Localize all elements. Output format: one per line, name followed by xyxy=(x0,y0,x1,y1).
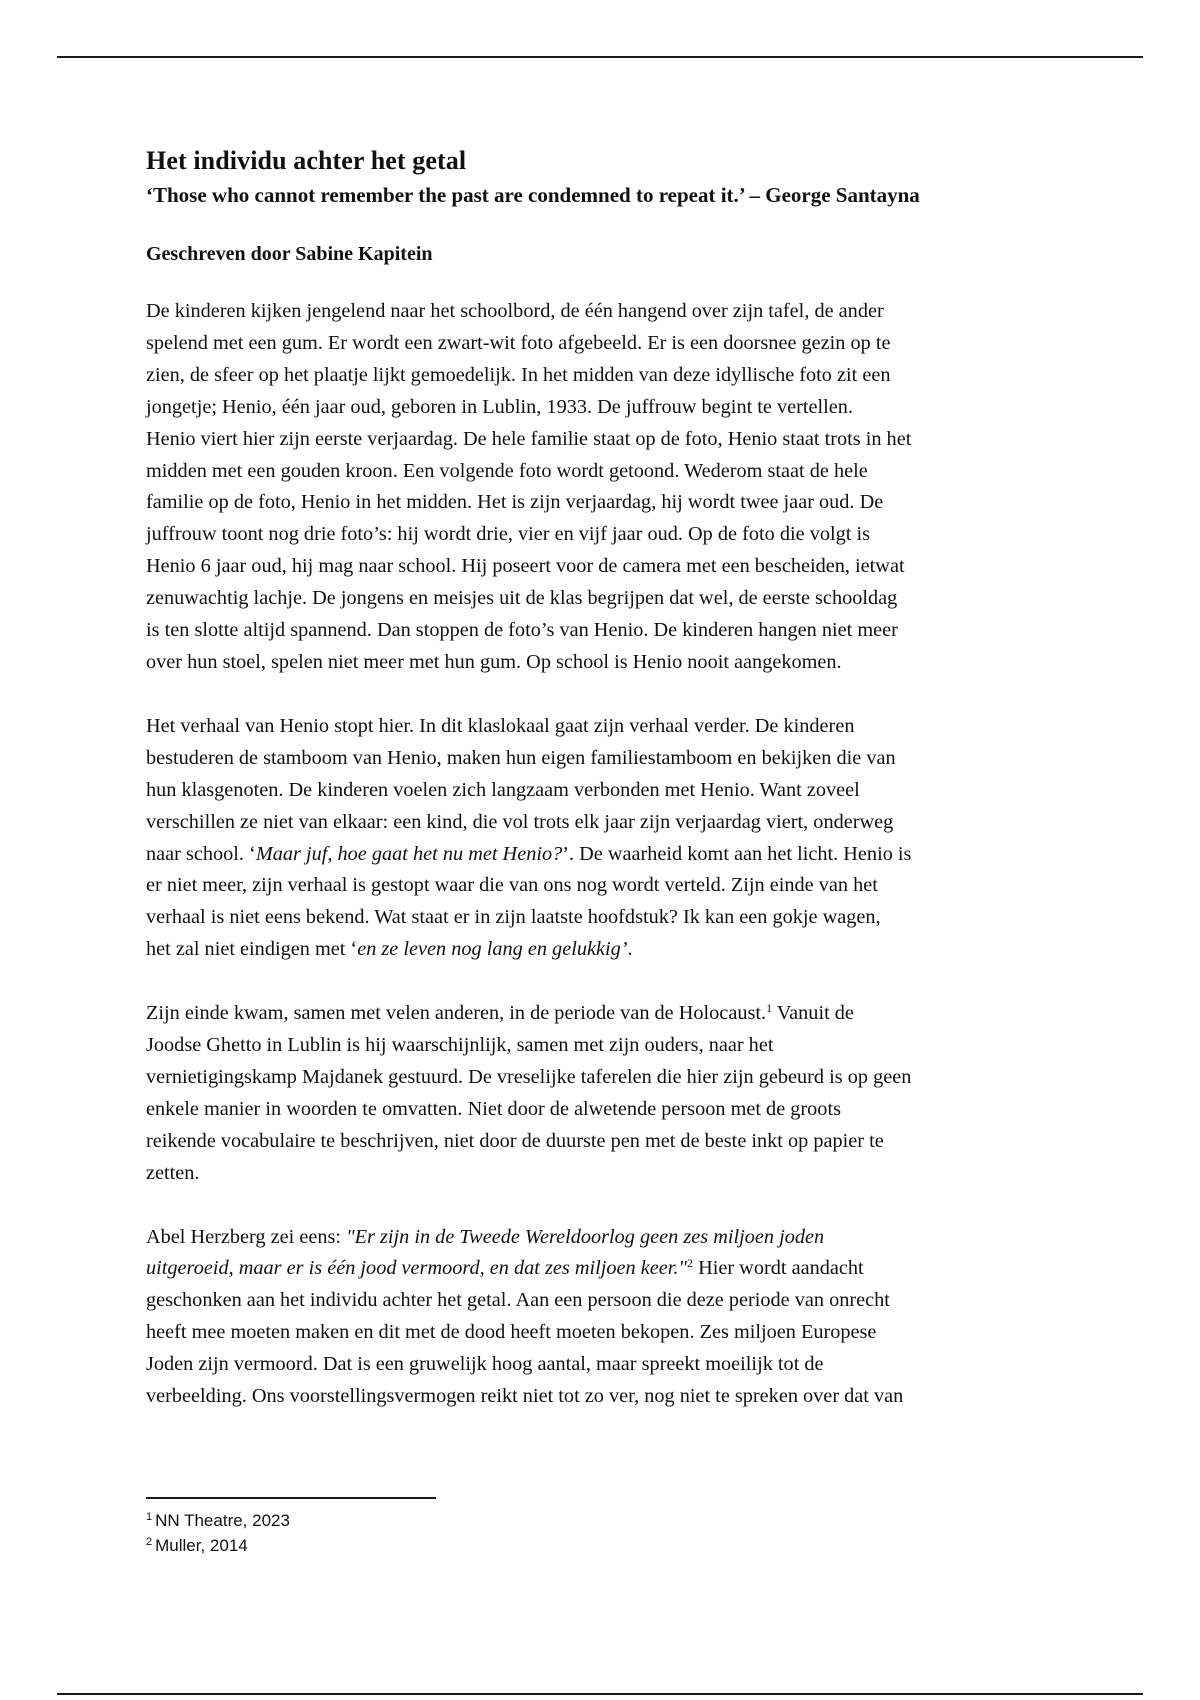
paragraph-3 xyxy=(146,998,1086,1189)
footnote-2 xyxy=(146,1533,290,1558)
footnote-ref-2[interactable]: 2 xyxy=(687,1256,693,1271)
footnote-separator xyxy=(146,1497,436,1499)
footnote-text: Muller, 2014 xyxy=(155,1536,248,1555)
footer-rule xyxy=(57,1693,1143,1695)
paragraph-2-text-a: Het verhaal van Henio stopt hier. In dit klaslokaal gaat zijn verhaal verder. De kinderen bestuderen de stamboom van Henio, maken hun eigen familiestamboom en bekijken die van hun klasgenoten. De kinderen voelen zich langzaam verbonden met Henio. Want zoveel verschillen ze niet van elkaar: een kind, die vol trots elk jaar zijn verjaardag viert, onderweg naar school. ‘ xyxy=(146,714,896,865)
paragraph-1: De kinderen kijken jengelend naar het schoolbord, de één hangend over zijn tafel, de ander spelend met een gum. Er wordt een zwart-wit foto afgebeeld. Er is een doorsnee gezin op te zien, de sfeer op het plaatje lijkt gemoedelijk. In het midden van deze idyllische foto zit een jongetje; Henio, één jaar oud, geboren in Lublin, 1933. De juffrouw begint te vertellen. Henio viert hier zijn eerste verjaardag. De hele familie staat op de foto, Henio staat trots in het midden met een gouden kroon. Een volgende foto wordt getoond. Wederom staat de hele familie op de foto, Henio in het midden. Het is zijn verjaardag, hij wordt twee jaar oud. De juffrouw toont nog drie foto’s: hij wordt drie, vier en vijf jaar oud. Op de foto die volgt is Henio 6 jaar oud, hij mag naar school. Hij poseert voor de camera met een bescheiden, ietwat zenuwachtig lachje. De jongens en meisjes uit de klas begrijpen dat wel, de eerste schooldag is ten slotte altijd spannend. Dan stoppen de foto’s van Henio. De kinderen hangen niet meer over hun stoel, spelen niet meer met hun gum. Op school is Henio nooit aangekomen. xyxy=(146,300,912,673)
header-rule xyxy=(57,56,1143,58)
paragraph-3-text-b: Vanuit de Joodse Ghetto in Lublin is hij waarschijnlijk, samen met zijn ouders, naar het vernietigingskamp Majdanek gestuurd. De vreselijke taferelen die hier zijn gebeurd is op geen enkele manier in woorden te omvatten. Niet door de alwetende persoon met de groots reikende vocabulaire te beschrijven, niet door de duurste pen met de beste inkt op papier te zetten. xyxy=(146,1002,912,1184)
paragraph-4-italic-quote: "Er zijn in de Tweede Wereldoorlog geen zes miljoen joden uitgeroeid, maar er is één jood vermoord, en dat zes miljoen keer." xyxy=(146,1225,825,1280)
paragraph-4 xyxy=(146,1222,1086,1413)
footnotes xyxy=(146,1508,290,1558)
paragraph-2-text-c: ’. De waarheid komt aan het licht. Henio is er niet meer, zijn verhaal is gestopt waar die van ons nog wordt verteld. Zijn einde van het verhaal is niet eens bekend. Wat staat er in zijn laatste hoofdstuk? Ik kan een gokje wagen, het zal niet eindigen met ‘ xyxy=(146,842,912,961)
footnote-text: NN Theatre, 2023 xyxy=(155,1511,290,1530)
footnote-number: 2 xyxy=(146,1536,153,1548)
paragraph-2-text-e: . xyxy=(627,938,633,961)
paragraph-4-text-a: Abel Herzberg zei eens: xyxy=(146,1225,347,1248)
document-page xyxy=(146,140,1086,1413)
footnote-1 xyxy=(146,1508,290,1533)
footnote-ref-1[interactable]: 1 xyxy=(766,1001,773,1016)
document-title: Het individu achter het getal xyxy=(146,146,467,175)
paragraph-2-italic-ending: en ze leven nog lang en gelukkig’ xyxy=(357,938,628,961)
paragraph-3-text-a: Zijn einde kwam, samen met velen anderen, in de periode van de Holocaust. xyxy=(146,1002,767,1025)
footnote-number: 1 xyxy=(146,1511,153,1523)
paragraph-2 xyxy=(146,711,1086,966)
author-byline: Geschreven door Sabine Kapitein xyxy=(146,243,433,265)
epigraph-quote: ‘Those who cannot remember the past are condemned to repeat it.’ – George Santayna xyxy=(146,183,920,207)
paragraph-2-italic-question: Maar juf, hoe gaat het nu met Henio? xyxy=(255,842,563,865)
paragraph-4-text-c: Hier wordt aandacht geschonken aan het individu achter het getal. Aan een persoon die deze periode van onrecht heeft mee moeten maken en dit met de dood heeft moeten bekopen. Zes miljoen Europese Joden zijn vermoord. Dat is een gruwelijk hoog aantal, maar spreekt moeilijk tot de verbeelding. Ons voorstellingsvermogen reikt niet tot zo ver, nog niet te spreken over dat van xyxy=(146,1257,904,1408)
